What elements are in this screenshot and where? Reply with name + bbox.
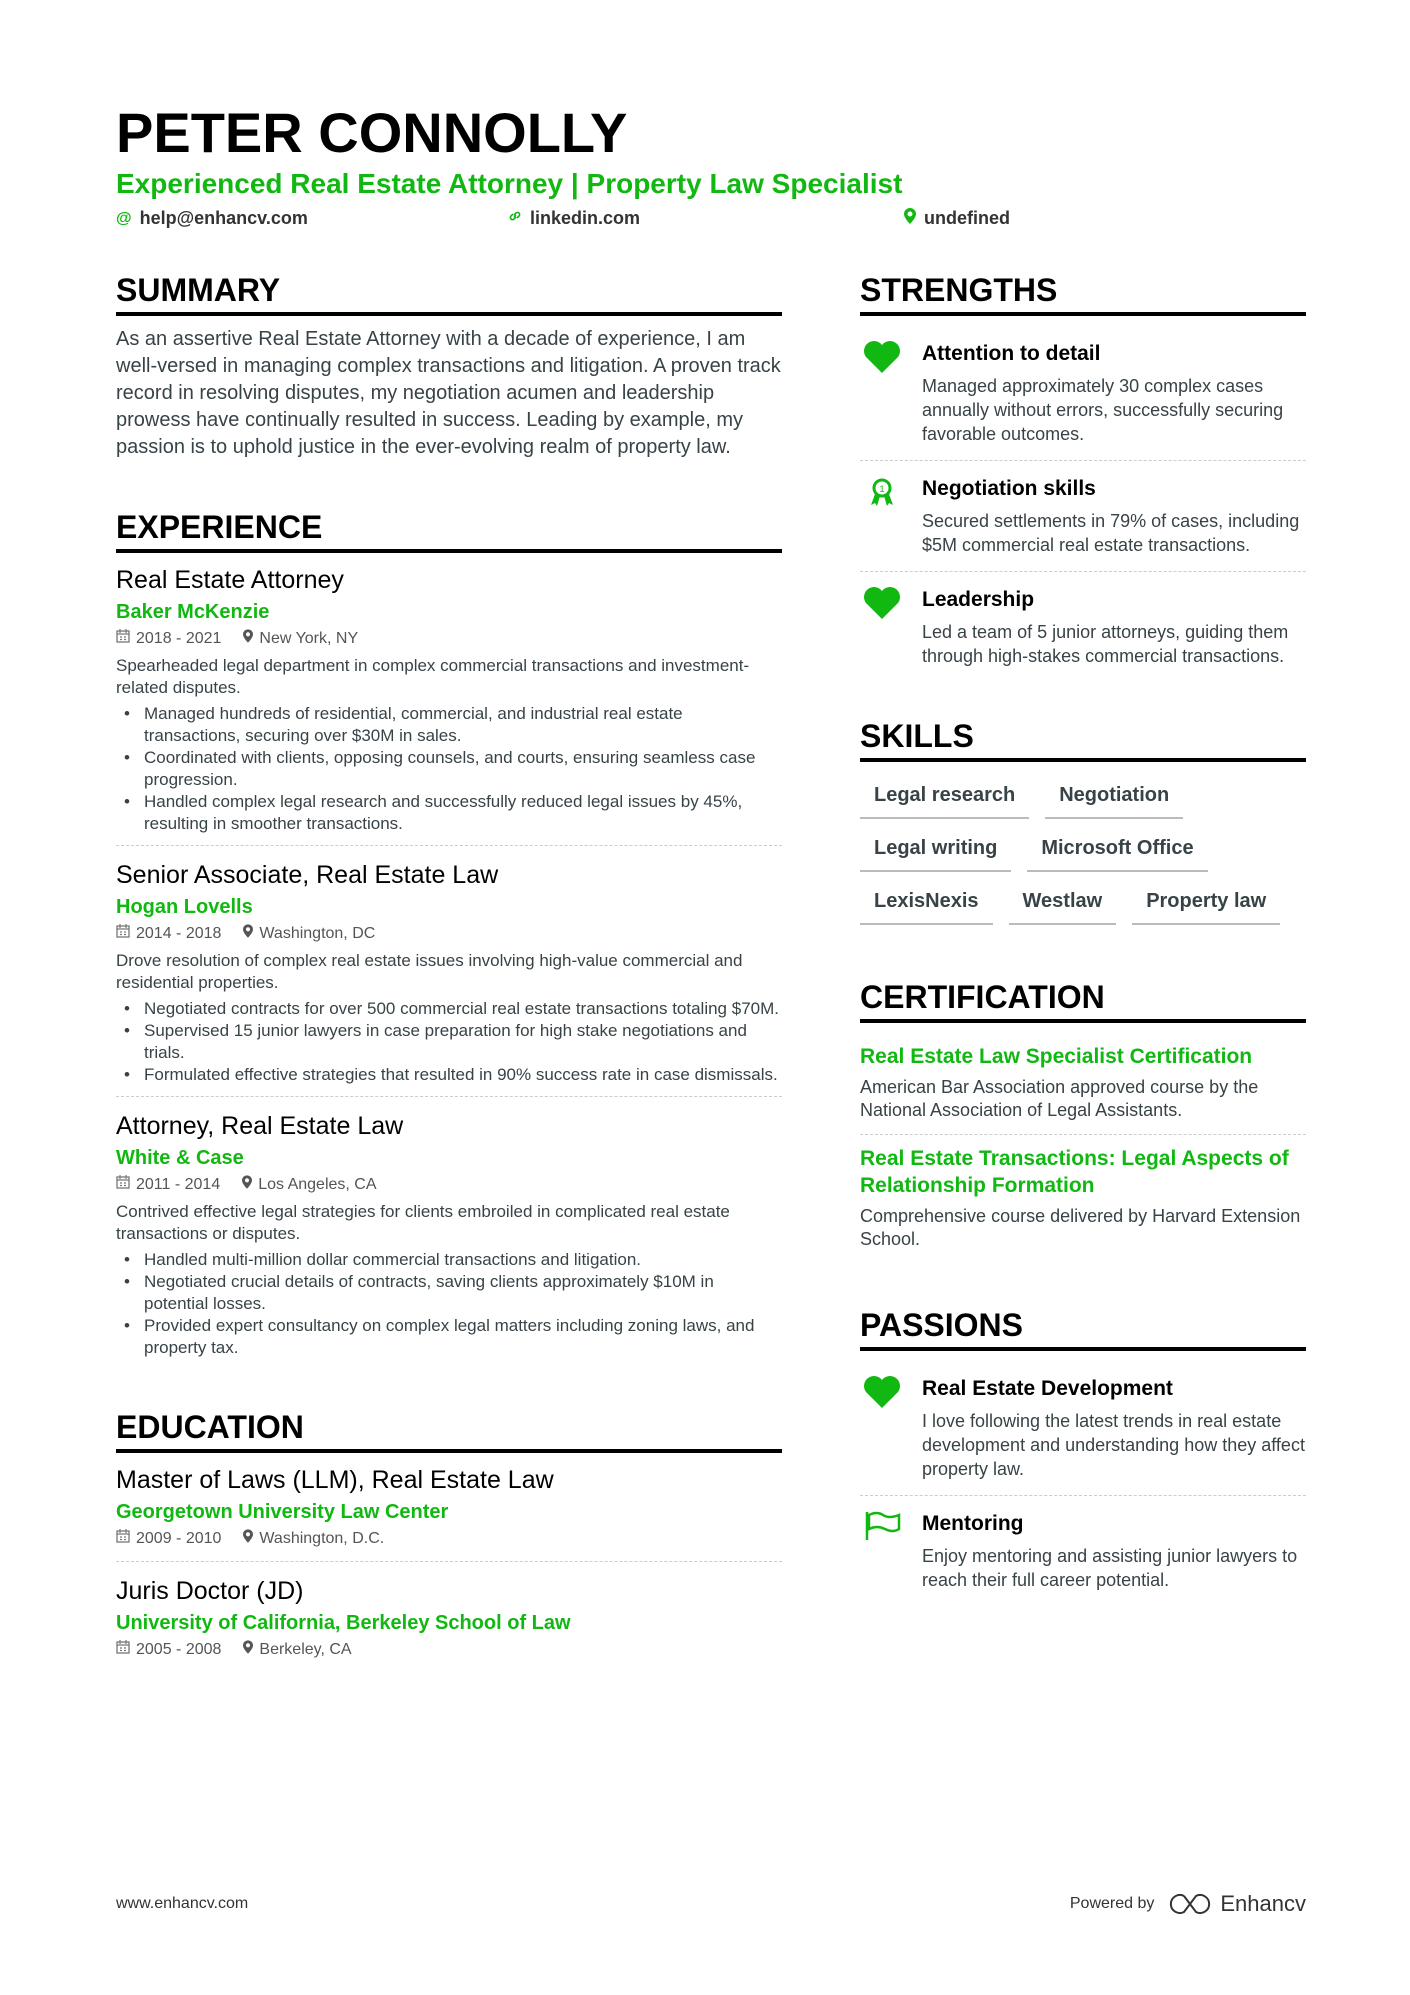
calendar-icon: [116, 1641, 130, 1658]
skills-section: [860, 716, 1306, 925]
skill-tag: Legal writing: [860, 835, 1011, 872]
candidate-headline: Experienced Real Estate Attorney | Property Law Specialist: [116, 168, 903, 199]
certification-item: [860, 1135, 1306, 1263]
strengths-title: Negotiation skills: [922, 477, 1096, 500]
strengths-item: [860, 572, 1306, 682]
education-section: [116, 1407, 782, 1672]
location-text: undefined: [924, 208, 1010, 228]
skill-tag: Microsoft Office: [1027, 835, 1207, 872]
calendar-icon: [116, 1530, 130, 1547]
heart-icon: [860, 586, 904, 668]
date-range: 2011 - 2014: [116, 1173, 220, 1197]
company-name: White & Case: [116, 1147, 244, 1169]
strengths-title: Attention to detail: [922, 342, 1101, 365]
contact-linkedin[interactable]: [508, 208, 640, 229]
section-title-summary: SUMMARY: [116, 270, 782, 316]
brand-name: Enhancv: [1220, 1891, 1306, 1916]
degree: Master of Laws (LLM), Real Estate Law: [116, 1466, 554, 1494]
contact-location: [904, 208, 1010, 229]
school-location: Washington, D.C.: [243, 1527, 384, 1551]
bullet-item: • Coordinated with clients, opposing counsels, and courts, ensuring seamless case progression.: [116, 747, 782, 791]
bullet-item: • Managed hundreds of residential, commercial, and industrial real estate transactions, securing over $30M in sales.: [116, 703, 782, 747]
location-pin-icon: [243, 630, 253, 647]
job-description: Contrived effective legal strategies for clients embroiled in complicated real estate transactions or disputes.: [116, 1202, 730, 1243]
enhancv-logo-icon: [1168, 1892, 1212, 1916]
location-pin-icon: [904, 208, 916, 229]
job-location: New York, NY: [243, 627, 358, 651]
job-description: Spearheaded legal department in complex commercial transactions and investment-related disputes.: [116, 656, 750, 697]
skill-tag: LexisNexis: [860, 888, 993, 925]
strengths-item: [860, 326, 1306, 461]
powered-by: [1070, 1891, 1306, 1917]
passions-description: I love following the latest trends in real estate development and understanding how they affect property law.: [922, 1411, 1305, 1479]
degree: Juris Doctor (JD): [116, 1577, 304, 1605]
heart-icon: [860, 1375, 904, 1481]
job-title: Senior Associate, Real Estate Law: [116, 861, 499, 889]
summary-section: [116, 270, 782, 461]
left-column: [116, 270, 782, 1684]
passions-section: [860, 1305, 1306, 1606]
education-entry: [116, 1574, 782, 1672]
experience-section: [116, 507, 782, 1369]
strengths-description: Led a team of 5 junior attorneys, guiding them through high-stakes commercial transactions.: [922, 622, 1289, 666]
award-ribbon-icon: [860, 475, 904, 557]
location-pin-icon: [242, 1176, 252, 1193]
location-pin-icon: [243, 1530, 253, 1547]
company-name: Baker McKenzie: [116, 601, 270, 623]
strengths-item: [860, 461, 1306, 572]
certification-title: Real Estate Transactions: Legal Aspects of Relationship Formation: [860, 1147, 1289, 1197]
flag-icon: [860, 1510, 904, 1592]
job-meta: [116, 1173, 782, 1197]
job-meta: [116, 922, 782, 946]
section-title-education: EDUCATION: [116, 1407, 782, 1453]
calendar-icon: [116, 925, 130, 942]
calendar-icon: [116, 1176, 130, 1193]
job-meta: [116, 627, 782, 651]
footer: [116, 1891, 1306, 1916]
passions-title: Real Estate Development: [922, 1377, 1173, 1400]
bullet-item: • Formulated effective strategies that resulted in 90% success rate in case dismissals.: [116, 1064, 782, 1086]
date-range: 2014 - 2018: [116, 922, 221, 946]
job-bullets: [116, 703, 782, 835]
certification-section: [860, 977, 1306, 1263]
skill-tag: Negotiation: [1045, 782, 1183, 819]
skill-tag: Property law: [1132, 888, 1280, 925]
strengths-title: Leadership: [922, 588, 1035, 611]
strengths-description: Secured settlements in 79% of cases, including $5M commercial real estate transactions.: [922, 511, 1300, 555]
brand-logo[interactable]: [1168, 1891, 1306, 1917]
bullet-item: • Supervised 15 junior lawyers in case preparation for high stake negotiations and trials.: [116, 1020, 782, 1064]
bullet-item: • Negotiated contracts for over 500 commercial real estate transactions totaling $70M.: [116, 998, 782, 1020]
bullet-item: • Handled complex legal research and successfully reduced legal issues by 45%, resulting in smoother transactions.: [116, 791, 782, 835]
job-location: Washington, DC: [243, 922, 375, 946]
skill-tag: Westlaw: [1009, 888, 1117, 925]
strengths-description: Managed approximately 30 complex cases annually without errors, successfully securing favorable outcomes.: [922, 376, 1284, 444]
heart-icon: [860, 340, 904, 446]
calendar-icon: [116, 630, 130, 647]
job-title: Real Estate Attorney: [116, 566, 344, 594]
website-link[interactable]: www.enhancv.com: [116, 1895, 249, 1912]
date-range: 2005 - 2008: [116, 1638, 221, 1662]
school-name: University of California, Berkeley School of Law: [116, 1612, 571, 1634]
education-entry: [116, 1463, 782, 1562]
contact-email[interactable]: [116, 208, 308, 229]
svg-text:1: 1: [879, 484, 885, 494]
right-column: [860, 270, 1306, 1606]
strengths-section: [860, 270, 1306, 682]
school-name: Georgetown University Law Center: [116, 1501, 449, 1523]
date-range: 2018 - 2021: [116, 627, 221, 651]
section-title-skills: SKILLS: [860, 716, 1306, 762]
job-bullets: [116, 998, 782, 1086]
passions-description: Enjoy mentoring and assisting junior lawyers to reach their full career potential.: [922, 1546, 1298, 1590]
email-text: help@enhancv.com: [139, 208, 308, 228]
bullet-item: • Handled multi-million dollar commercial transactions and litigation.: [116, 1249, 782, 1271]
passions-item: [860, 1361, 1306, 1496]
job-description: Drove resolution of complex real estate issues involving high-value commercial and residential properties.: [116, 951, 743, 992]
school-location: Berkeley, CA: [243, 1638, 351, 1662]
section-title-experience: EXPERIENCE: [116, 507, 782, 553]
bullet-item: • Provided expert consultancy on complex legal matters including zoning laws, and property tax.: [116, 1315, 782, 1359]
experience-entry: [116, 858, 782, 1097]
job-bullets: [116, 1249, 782, 1359]
certification-description: Comprehensive course delivered by Harvard Extension School.: [860, 1206, 1301, 1249]
education-meta: [116, 1527, 782, 1551]
experience-entry: [116, 563, 782, 846]
linkedin-text: linkedin.com: [530, 208, 641, 228]
at-icon: @: [116, 209, 132, 227]
section-title-strengths: STRENGTHS: [860, 270, 1306, 316]
summary-text: As an assertive Real Estate Attorney with a decade of experience, I am well-versed in managing complex transactions and litigation. A proven track record in resolving disputes, my negotiation acumen and leadership prowess have continually resulted in success. Leading by example, my passion is to uphold justice in the ever-evolving realm of property law.: [116, 328, 781, 458]
certification-item: [860, 1033, 1306, 1135]
company-name: Hogan Lovells: [116, 896, 253, 918]
job-title: Attorney, Real Estate Law: [116, 1112, 404, 1140]
job-location: Los Angeles, CA: [242, 1173, 376, 1197]
passions-title: Mentoring: [922, 1512, 1024, 1535]
certification-description: American Bar Association approved course by the National Association of Legal Assistants.: [860, 1077, 1259, 1120]
link-icon: [508, 209, 522, 228]
candidate-name: PETER CONNOLLY: [116, 101, 628, 164]
education-meta: [116, 1638, 782, 1662]
section-title-passions: PASSIONS: [860, 1305, 1306, 1351]
passions-item: [860, 1496, 1306, 1606]
section-title-certification: CERTIFICATION: [860, 977, 1306, 1023]
powered-by-label: Powered by: [1069, 1895, 1155, 1912]
certification-title: Real Estate Law Specialist Certification: [860, 1045, 1253, 1068]
skill-tag: Legal research: [860, 782, 1029, 819]
experience-entry: [116, 1109, 782, 1369]
bullet-item: • Negotiated crucial details of contracts, saving clients approximately $10M in potential losses.: [116, 1271, 782, 1315]
location-pin-icon: [243, 925, 253, 942]
date-range: 2009 - 2010: [116, 1527, 221, 1551]
location-pin-icon: [243, 1641, 253, 1658]
